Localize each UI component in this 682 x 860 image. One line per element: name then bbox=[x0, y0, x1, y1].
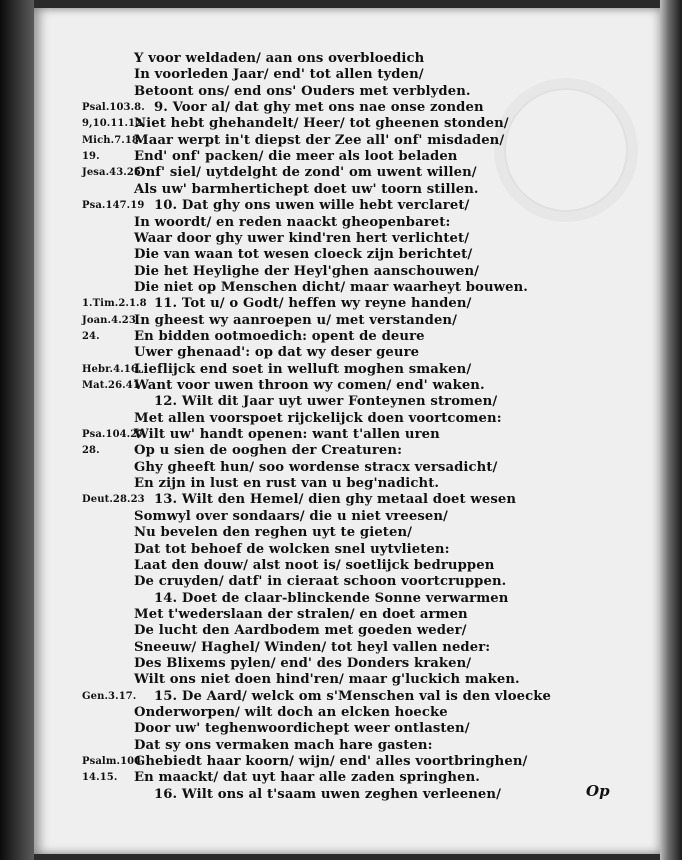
verse-line: Laat den douw/ alst noot is/ soetlijck bedruppen bbox=[134, 557, 495, 573]
text-line bbox=[34, 230, 660, 247]
text-line bbox=[34, 148, 660, 165]
verse-line: Uwer ghenaad': op dat wy deser geure bbox=[134, 345, 420, 361]
text-line bbox=[34, 263, 660, 280]
verse-line: 13. Wilt den Hemel/ dien ghy metaal doet wesen bbox=[154, 492, 517, 508]
margin-reference: 9,10.11.12. bbox=[82, 118, 146, 130]
verse-line: 11. Tot u/ o Godt/ heffen wy reyne handen/ bbox=[154, 296, 472, 312]
text-line bbox=[34, 410, 660, 427]
text-line bbox=[34, 573, 660, 590]
text-line bbox=[34, 786, 660, 803]
margin-reference: 1.Tim.2.1.8 bbox=[82, 298, 147, 310]
verse-line: Maar werpt in't diepst der Zee all' onf' misdaden/ bbox=[134, 132, 505, 148]
verse-line: Dat tot behoef de wolcken snel uytvlieten: bbox=[134, 541, 450, 557]
text-line bbox=[34, 557, 660, 574]
scan-edge-left bbox=[0, 0, 34, 860]
verse-line: Als uw' barmhertichept doet uw' toorn stillen. bbox=[134, 181, 479, 197]
margin-reference: Psal.103.8. bbox=[82, 102, 145, 114]
text-line bbox=[34, 164, 660, 181]
text-line bbox=[34, 214, 660, 231]
margin-reference: Mat.26.41 bbox=[82, 380, 140, 391]
text-line bbox=[34, 132, 660, 149]
verse-line: Onf' siel/ uytdelght de zond' om uwent willen/ bbox=[134, 165, 477, 181]
verse-line: 16. Wilt ons al t'saam uwen zeghen verleenen/ bbox=[154, 786, 501, 802]
text-line bbox=[34, 459, 660, 476]
margin-reference: Psalm.104. bbox=[82, 756, 145, 768]
verse-line: Niet hebt ghehandelt/ Heer/ tot gheenen stonden/ bbox=[134, 116, 509, 132]
text-line bbox=[34, 115, 660, 132]
text-line bbox=[34, 83, 660, 100]
verse-line: Want voor uwen throon wy comen/ end' waken. bbox=[134, 378, 485, 393]
verse-line: Die het Heylighe der Heyl'ghen aanschouwen/ bbox=[134, 263, 480, 279]
margin-reference: 14.15. bbox=[82, 772, 118, 784]
verse-line: Waar door ghy uwer kind'ren hert verlichtet/ bbox=[134, 230, 470, 246]
text-line bbox=[34, 737, 660, 754]
margin-reference: 24. bbox=[82, 330, 100, 342]
catchword: Op bbox=[586, 782, 610, 800]
text-line bbox=[34, 688, 660, 705]
verse-line: Lieflijck end soet in welluft moghen smaken/ bbox=[134, 361, 472, 377]
margin-reference: Psa.104.27 bbox=[82, 429, 145, 441]
verse-line: Dat sy ons vermaken mach hare gasten: bbox=[134, 737, 433, 753]
verse-line: En maackt/ dat uyt haar alle zaden springhen. bbox=[134, 770, 480, 786]
margin-reference: Mich.7.18. bbox=[82, 134, 143, 146]
verse-line: Sneeuw/ Haghel/ Winden/ tot heyl vallen neder: bbox=[134, 639, 491, 655]
text-line bbox=[34, 344, 660, 361]
text-line bbox=[34, 377, 660, 394]
text-line bbox=[34, 769, 660, 786]
text-line bbox=[34, 361, 660, 378]
text-line bbox=[34, 720, 660, 737]
text-line bbox=[34, 246, 660, 263]
margin-reference: 28. bbox=[82, 445, 100, 457]
text-line bbox=[34, 475, 660, 492]
verse-line: In voorleden Jaar/ end' tot allen tyden/ bbox=[134, 67, 424, 83]
verse-line: In gheest wy aanroepen u/ met verstanden/ bbox=[134, 312, 458, 328]
verse-line: En zijn in lust en rust van u beg'nadicht. bbox=[134, 476, 440, 492]
margin-reference: Hebr.4.16. bbox=[82, 363, 142, 375]
verse-line: 12. Wilt dit Jaar uyt uwer Fonteynen stromen/ bbox=[154, 394, 498, 410]
verse-line: End' onf' packen/ die meer als loot beladen bbox=[134, 149, 458, 165]
verse-line: Y voor weldaden/ aan ons overbloedich bbox=[134, 51, 425, 66]
text-line bbox=[34, 590, 660, 607]
text-line bbox=[34, 312, 660, 329]
text-line bbox=[34, 606, 660, 623]
verse-line: Wilt uw' handt openen: want t'allen uren bbox=[134, 427, 440, 443]
margin-reference: Gen.3.17. bbox=[82, 690, 137, 702]
text-line bbox=[34, 99, 660, 116]
text-line bbox=[34, 279, 660, 296]
text-line bbox=[34, 66, 660, 83]
text-line bbox=[34, 181, 660, 198]
text-line bbox=[34, 704, 660, 721]
text-line bbox=[34, 639, 660, 656]
text-line bbox=[34, 622, 660, 639]
text-line bbox=[34, 524, 660, 541]
verse-line: In woordt/ en reden naackt gheopenbaret: bbox=[134, 214, 451, 230]
verse-line: En bidden ootmoedich: opent de deure bbox=[134, 328, 425, 344]
verse-line: Wilt ons niet doen hind'ren/ maar g'luckich maken. bbox=[134, 672, 520, 688]
text-line bbox=[34, 753, 660, 770]
verse-line: 10. Dat ghy ons uwen wille hebt verclaret/ bbox=[154, 198, 470, 214]
margin-reference: Psa.147.19 bbox=[82, 200, 145, 212]
verse-line: Op u sien de ooghen der Creaturen: bbox=[134, 443, 403, 459]
margin-reference: 19. bbox=[82, 151, 100, 163]
text-line bbox=[34, 491, 660, 508]
margin-reference: Deut.28.23 bbox=[82, 494, 145, 506]
verse-line: Met allen voorspoet rijckelijck doen voortcomen: bbox=[134, 410, 502, 426]
text-line bbox=[34, 426, 660, 443]
text-line bbox=[34, 671, 660, 688]
verse-line: Door uw' teghenwoordichept weer ontlasten/ bbox=[134, 721, 470, 737]
verse-line: 9. Voor al/ dat ghy met ons nae onse zonden bbox=[154, 100, 484, 116]
text-line bbox=[34, 295, 660, 312]
verse-line: Die van waan tot wesen cloeck zijn berichtet/ bbox=[134, 247, 473, 263]
verse-line: Betoont ons/ end ons' Ouders met verblyden. bbox=[134, 83, 471, 99]
scan-edge-right bbox=[660, 0, 682, 860]
verse-line: Met t'wederslaan der stralen/ en doet armen bbox=[134, 606, 468, 622]
text-line bbox=[34, 50, 660, 67]
verse-line: Ghy gheeft hun/ soo wordense stracx versadicht/ bbox=[134, 459, 498, 475]
verse-line: Nu bevelen den reghen uyt te gieten/ bbox=[134, 525, 413, 541]
text-line bbox=[34, 328, 660, 345]
margin-reference: Jesa.43.25 bbox=[82, 167, 141, 179]
verse-line: De cruyden/ datf' in cieraat schoon voortcruppen. bbox=[134, 574, 507, 590]
text-line bbox=[34, 655, 660, 672]
verse-line: Ghebiedt haar koorn/ wijn/ end' alles voortbringhen/ bbox=[134, 754, 528, 770]
verse-line: Onderworpen/ wilt doch an elcken hoecke bbox=[134, 705, 448, 720]
verse-line: Die niet op Menschen dicht/ maar waarheyt bouwen. bbox=[134, 279, 528, 295]
verse-line: Des Blixems pylen/ end' des Donders kraken/ bbox=[134, 655, 472, 671]
text-line bbox=[34, 393, 660, 410]
text-line bbox=[34, 541, 660, 558]
margin-reference: Joan.4.23. bbox=[82, 314, 140, 326]
verse-line: 14. Doet de claar-blinckende Sonne verwarmen bbox=[154, 590, 509, 606]
verse-line: De lucht den Aardbodem met goeden weder/ bbox=[134, 623, 467, 639]
verse-line: Somwyl over sondaars/ die u niet vreesen/ bbox=[134, 508, 448, 524]
text-line bbox=[34, 442, 660, 459]
book-page bbox=[34, 8, 660, 854]
verse-line: 15. De Aard/ welck om s'Menschen val is den vloecke bbox=[154, 688, 551, 704]
text-line bbox=[34, 508, 660, 525]
text-line bbox=[34, 197, 660, 214]
